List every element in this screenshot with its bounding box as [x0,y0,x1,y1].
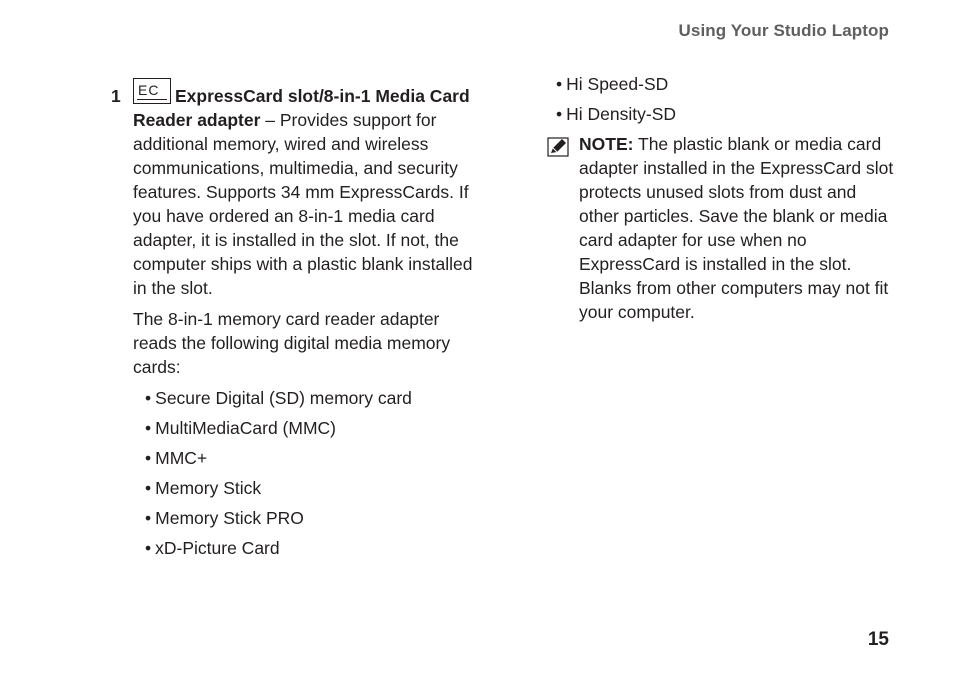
item-number: 1 [111,86,121,106]
card-type-list [133,386,473,560]
right-column [556,72,896,324]
note-text: NOTE: The plastic blank or media card adapter installed in the ExpressCard slot protects unused slots from dust and other particles. Save the blank or media card adapter for use when no ExpressCard is installed in the slot. Blanks from other computers may not fit your computer. [579,134,894,322]
note-block [556,132,896,324]
list-item: • Memory Stick PRO [145,506,473,530]
list-item: • MMC+ [145,446,473,470]
left-column [111,82,473,566]
page-number: 15 [867,629,889,650]
list-item: • xD-Picture Card [145,536,473,560]
card-types-intro: The 8-in-1 memory card reader adapter reads the following digital media memory cards: [133,309,451,377]
list-item: • Hi Density-SD [556,102,896,126]
list-item: • MultiMediaCard (MMC) [145,416,473,440]
note-label: NOTE: [579,134,634,154]
running-head: Using Your Studio Laptop [678,21,889,40]
list-item: • Hi Speed-SD [556,72,896,96]
item-paragraph [133,84,473,300]
expresscard-icon: EC [133,78,171,104]
pencil-note-icon [547,137,569,157]
list-item: • Secure Digital (SD) memory card [145,386,473,410]
item-description: – Provides support for additional memory, wired and wireless communications, multimedia, and security features. Supports 34 mm ExpressCards. If you have ordered an 8-in-1 media card adapter, it is installed in the slot. If not, the computer ships with a plastic blank installed in the slot. [133,110,473,298]
item-title: ExpressCard slot/8-in-1 Media Card Reader adapter [133,86,470,130]
card-type-list-continued [556,72,896,126]
list-item: • Memory Stick [145,476,473,500]
